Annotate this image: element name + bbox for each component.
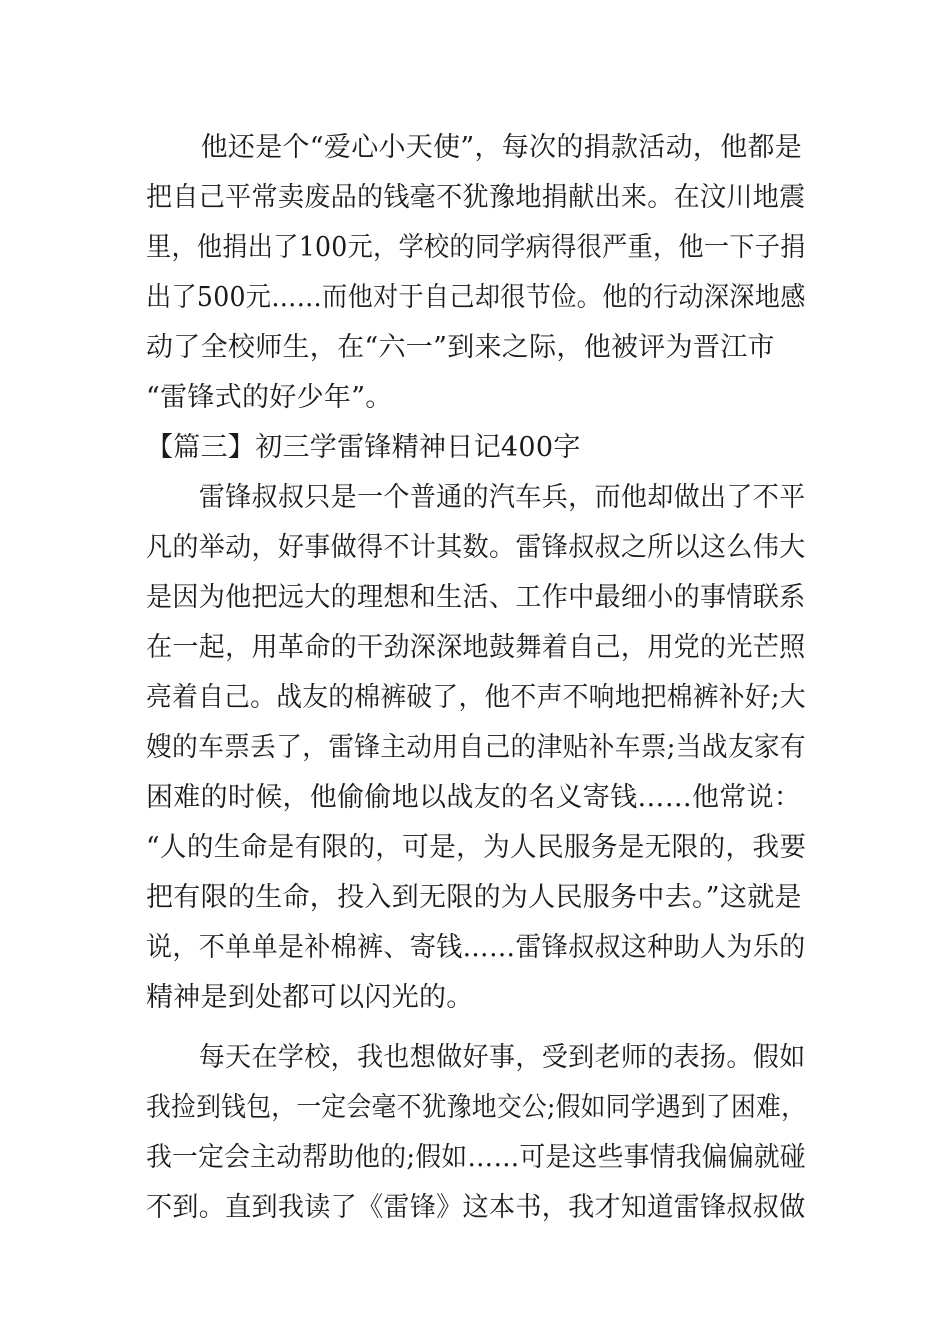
paragraph-2-line-2: 凡的举动，好事做得不计其数。雷锋叔叔之所以这么伟大 — [146, 532, 806, 563]
paragraph-2-line-4: 在一起，用革命的干劲深深地鼓舞着自己，用党的光芒照 — [146, 632, 806, 663]
paragraph-2-line-6: 嫂的车票丢了，雷锋主动用自己的津贴补车票;当战友家有 — [146, 732, 806, 763]
paragraph-1-line-3: 里，他捐出了100元，学校的同学病得很严重，他一下子捐 — [146, 232, 806, 263]
paragraph-3-line-2: 我捡到钱包，一定会毫不犹豫地交公;假如同学遇到了困难， — [146, 1092, 807, 1123]
paragraph-2-line-1: 雷锋叔叔只是一个普通的汽车兵，而他却做出了不平 — [146, 482, 806, 513]
paragraph-2-line-11: 精神是到处都可以闪光的。 — [146, 982, 474, 1013]
paragraph-2-line-8: “人的生命是有限的，可是，为人民服务是无限的，我要 — [146, 832, 807, 863]
paragraph-1-line-2: 把自己平常卖废品的钱毫不犹豫地捐献出来。在汶川地震 — [146, 182, 806, 213]
paragraph-3-line-1: 每天在学校，我也想做好事，受到老师的表扬。假如 — [146, 1042, 806, 1073]
paragraph-2-line-3: 是因为他把远大的理想和生活、工作中最细小的事情联系 — [146, 582, 806, 613]
paragraph-1-line-4: 出了500元……而他对于自己却很节俭。他的行动深深地感 — [146, 282, 806, 313]
paragraph-1-line-5: 动了全校师生，在“六一”到来之际，他被评为晋江市 — [146, 332, 775, 363]
paragraph-3-line-4: 不到。直到我读了《雷锋》这本书，我才知道雷锋叔叔做 — [146, 1192, 806, 1223]
paragraph-2-line-9: 把有限的生命，投入到无限的为人民服务中去。”这就是 — [146, 882, 802, 913]
paragraph-1-line-1: 他还是个“爱心小天使”，每次的捐款活动，他都是 — [146, 132, 803, 163]
paragraph-2-line-5: 亮着自己。战友的棉裤破了，他不声不响地把棉裤补好;大 — [146, 682, 806, 713]
paragraph-2-line-10: 说，不单单是补棉裤、寄钱……雷锋叔叔这种助人为乐的 — [146, 932, 806, 963]
paragraph-2-line-7: 困难的时候，他偷偷地以战友的名义寄钱……他常说： — [146, 782, 802, 813]
paragraph-3-line-3: 我一定会主动帮助他的;假如……可是这些事情我偏偏就碰 — [146, 1142, 806, 1173]
section-heading: 【篇三】初三学雷锋精神日记400字 — [146, 432, 581, 463]
paragraph-1-line-6: “雷锋式的好少年”。 — [146, 382, 393, 413]
